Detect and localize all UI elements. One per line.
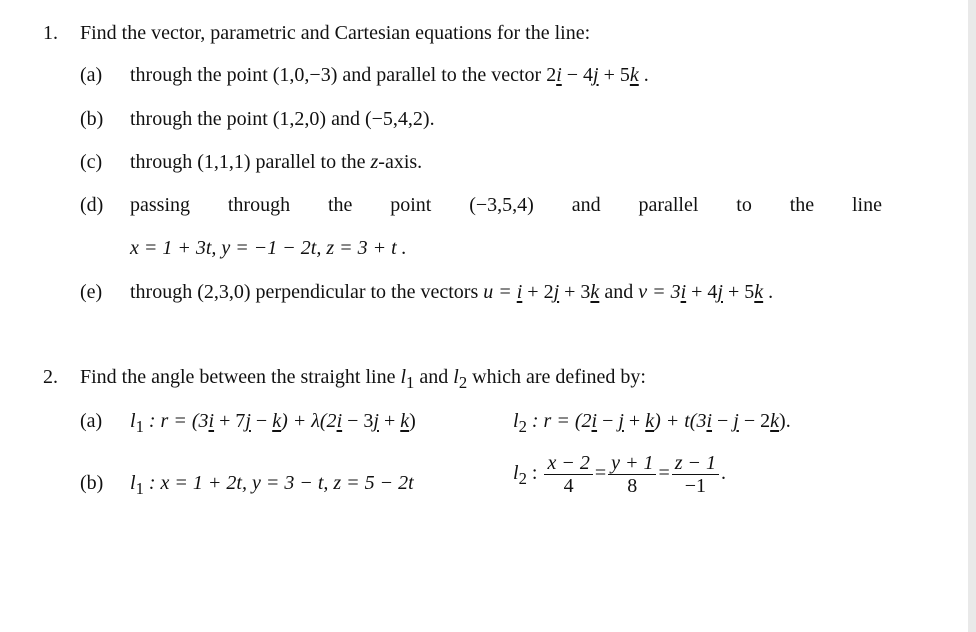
part-1e-point: (2,3,0) bbox=[197, 281, 251, 303]
part-1c-label: (c) bbox=[80, 151, 103, 173]
part-1b-point-2: (−5,4,2) bbox=[364, 108, 430, 130]
part-1b-point-1: (1,2,0) bbox=[272, 108, 327, 130]
question-2-text: Find the angle between the straight line $l_1$ and $l_2$ which are defined by: bbox=[80, 366, 646, 392]
part-1d-point: (−3,5,4) bbox=[469, 194, 534, 216]
part-2b-line-1: $l_1$ : x = 1 + 2t, y = 3 − t, z = 5 − 2t bbox=[130, 472, 414, 498]
question-2-number: 2. bbox=[43, 366, 58, 388]
part-1e-text: through (2,3,0) perpendicular to the vectors u = i + 2j + 3k and v = 3i + 4j + 5k . bbox=[130, 281, 774, 303]
question-1-text: Find the vector, parametric and Cartesian equations for the line: bbox=[80, 22, 591, 44]
part-1d-label: (d) bbox=[80, 194, 104, 216]
page-edge bbox=[968, 0, 976, 632]
part-1b-label: (b) bbox=[80, 108, 104, 130]
fraction-z: $\frac{z - 1}{-1}$ bbox=[672, 452, 719, 497]
part-1a-label: (a) bbox=[80, 64, 103, 86]
question-1-number: 1. bbox=[43, 22, 58, 44]
part-2a-line-2: $l_2$ : r = (2i − j + k) + t(3i − j − 2k). bbox=[513, 410, 791, 436]
part-1e-vector-u: u = i + 2j + 3k bbox=[483, 281, 600, 303]
part-1c-point: (1,1,1) bbox=[197, 151, 251, 173]
part-2b-label: (b) bbox=[80, 472, 104, 494]
part-2a-label: (a) bbox=[80, 410, 103, 432]
part-1a-point: (1,0,−3) bbox=[272, 64, 338, 86]
part-1a-vector: 2i − 4j + 5k . bbox=[546, 64, 649, 86]
fraction-x: $\frac{x - 2}{4}$ bbox=[544, 452, 592, 497]
part-1e-vector-v: v = 3i + 4j + 5k . bbox=[638, 281, 774, 303]
part-2b-line-2: $l_2$ : $\frac{x - 2}{4}$ = $\frac{y + 1}{8}$ = $\frac{z - 1}{-1}$ . bbox=[513, 452, 727, 497]
part-2a-line-1: $l_1$ : r = (3i + 7j − k) + λ(2i − 3j + k) bbox=[130, 410, 416, 436]
part-1e-label: (e) bbox=[80, 281, 103, 303]
part-1b-text: through the point (1,2,0) and (−5,4,2). bbox=[130, 108, 435, 130]
part-1c-text: through (1,1,1) parallel to the z-axis. bbox=[130, 151, 423, 173]
fraction-y: $\frac{y + 1}{8}$ bbox=[608, 452, 656, 497]
part-1d-text: passing through the point (−3,5,4) and parallel to the line bbox=[130, 194, 882, 216]
part-1d-line-equation: x = 1 + 3t, y = −1 − 2t, z = 3 + t . bbox=[130, 237, 407, 259]
part-1a-text: through the point (1,0,−3) and parallel to the vector 2i − 4j + 5k . bbox=[130, 64, 649, 86]
